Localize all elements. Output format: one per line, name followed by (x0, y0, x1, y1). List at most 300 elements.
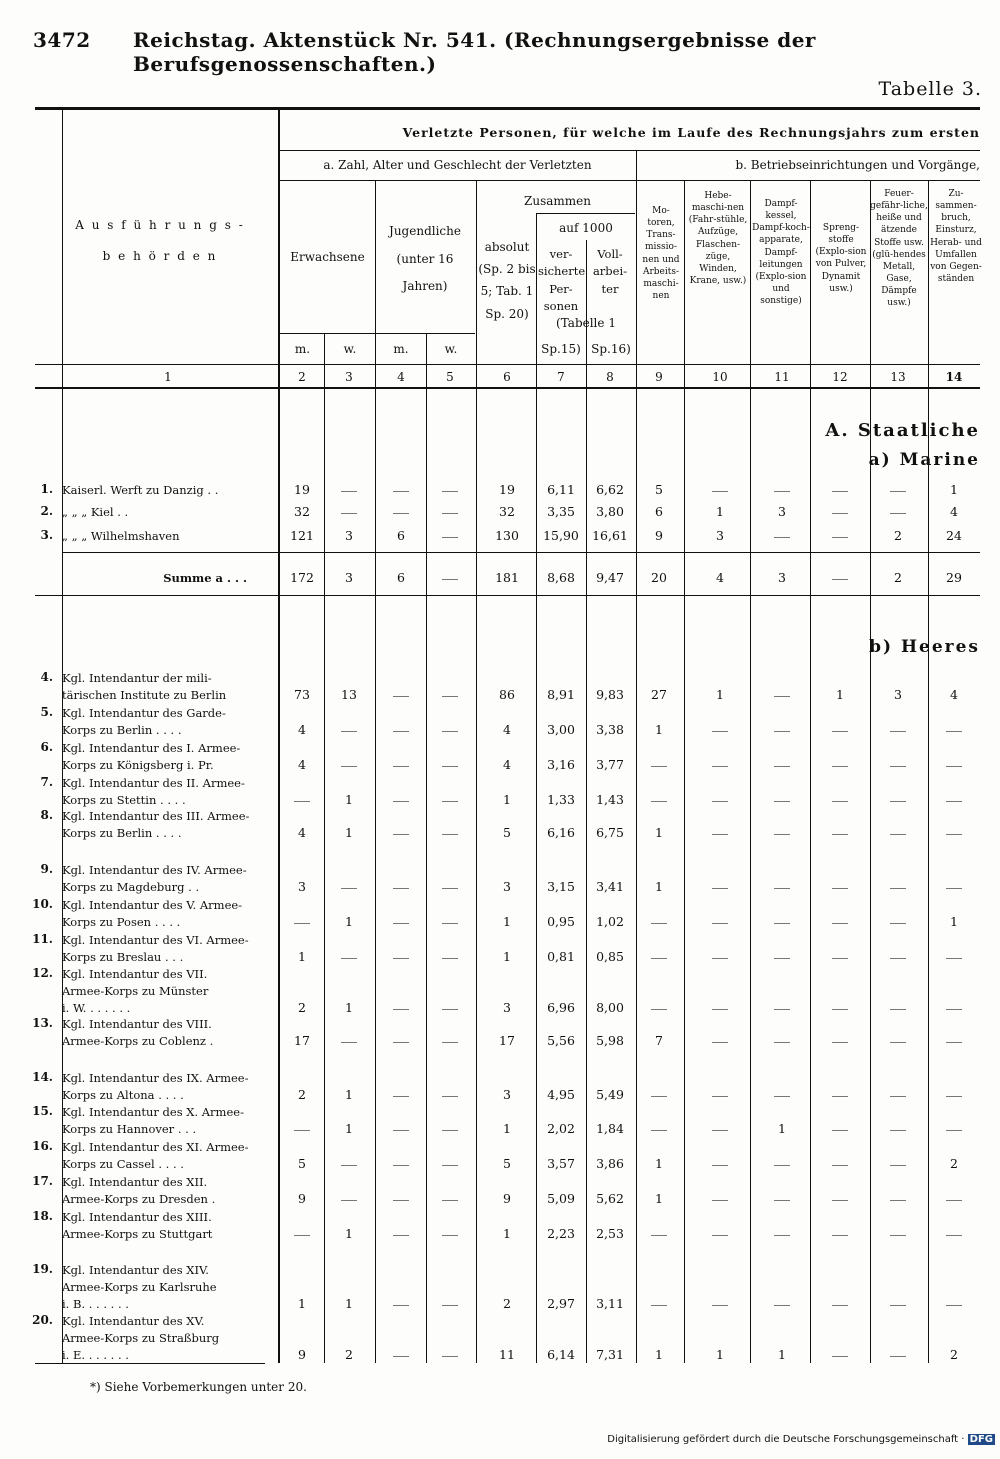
footnote: *) Siehe Vorbemerkungen unter 20. (90, 1380, 307, 1394)
value-cell: 3,86 (596, 1156, 624, 1171)
value-cell: 8,68 (547, 570, 575, 585)
empty-cell-dash (832, 1009, 848, 1010)
empty-cell-dash (393, 513, 409, 514)
empty-cell-dash (712, 491, 728, 492)
page-number: 3472 (33, 28, 91, 52)
empty-cell-dash (393, 834, 409, 835)
value-cell: 1 (950, 482, 958, 497)
authority-name-line: Armee-Korps zu Stuttgart (62, 1227, 213, 1241)
total-heading: Zusammen (524, 194, 591, 208)
value-cell: 6,14 (547, 1347, 575, 1362)
value-cell: 1 (503, 914, 511, 929)
section-a-heading: A. Staatliche (825, 420, 980, 441)
empty-cell-dash (341, 958, 357, 959)
col13-heading: Feuer-gefähr-liche, heiße und ätzende Stoffe usw. (glü-hendes Metall, Gase, Dämpfe usw.) (870, 189, 928, 309)
empty-cell-dash (712, 801, 728, 802)
empty-cell-dash (832, 888, 848, 889)
value-cell: 1 (778, 1347, 786, 1362)
empty-cell-dash (442, 1165, 458, 1166)
empty-cell-dash (393, 1096, 409, 1097)
value-cell: 1 (655, 825, 663, 840)
column-number: 14 (945, 370, 963, 384)
empty-cell-dash (442, 1096, 458, 1097)
adults-heading: Erwachsene (290, 250, 365, 264)
table1-ref: (Tabelle 1 (556, 316, 616, 330)
column-number: 12 (832, 370, 848, 384)
empty-cell-dash (890, 766, 906, 767)
value-cell: 5,62 (596, 1191, 624, 1206)
empty-cell-dash (946, 888, 962, 889)
column-number: 1 (164, 370, 172, 384)
sp16-ref: Sp.16) (591, 342, 631, 356)
empty-cell-dash (712, 834, 728, 835)
value-cell: 5 (298, 1156, 306, 1171)
value-cell: 1 (655, 879, 663, 894)
authority-name-line: „ „ „ Kiel . . (62, 505, 129, 519)
colnum-bottom-rule (35, 387, 980, 389)
value-cell: 1 (655, 722, 663, 737)
empty-cell-dash (890, 834, 906, 835)
value-cell: 2 (298, 1000, 306, 1015)
empty-cell-dash (946, 766, 962, 767)
authority-name-line: Korps zu Berlin . . . . (62, 723, 182, 737)
value-cell: 3,35 (547, 504, 575, 519)
authority-name-line: Armee-Korps zu Münster (62, 984, 209, 998)
value-cell: 4 (503, 722, 511, 737)
empty-cell-dash (832, 579, 848, 580)
authority-name-line: Kgl. Intendantur des VI. Armee- (62, 933, 249, 947)
value-cell: 6,75 (596, 825, 624, 840)
adults-rule (280, 333, 475, 334)
value-cell: 3 (345, 570, 353, 585)
column-number: 6 (503, 370, 511, 384)
column-divider (536, 213, 537, 1363)
column-number: 8 (606, 370, 614, 384)
value-cell: 19 (499, 482, 515, 497)
value-cell: 16,61 (592, 528, 628, 543)
empty-cell-dash (890, 731, 906, 732)
value-cell: 121 (290, 528, 314, 543)
value-cell: 1 (345, 792, 353, 807)
empty-cell-dash (832, 731, 848, 732)
authority-name-line: i. E. . . . . . . (62, 1348, 129, 1362)
empty-cell-dash (832, 513, 848, 514)
empty-cell-dash (442, 958, 458, 959)
row-number: 8. (40, 808, 53, 822)
column-number: 13 (890, 370, 906, 384)
authority-name (62, 740, 267, 774)
empty-cell-dash (651, 801, 667, 802)
value-cell: 3 (503, 1000, 511, 1015)
column-divider (810, 180, 811, 1363)
value-cell: 3 (345, 528, 353, 543)
authority-name (62, 1262, 267, 1313)
empty-cell-dash (946, 1009, 962, 1010)
row-number: 10. (32, 897, 53, 911)
authority-name-line: tärischen Institute zu Berlin (62, 688, 227, 702)
value-cell: 9,83 (596, 687, 624, 702)
authority-name-line: Kgl. Intendantur des XIII. (62, 1210, 212, 1224)
value-cell: 2 (950, 1347, 958, 1362)
authority-name (62, 1174, 267, 1208)
empty-cell-dash (651, 958, 667, 959)
empty-cell-dash (712, 1042, 728, 1043)
value-cell: 3 (298, 879, 306, 894)
authority-name-line: Kgl. Intendantur des II. Armee- (62, 776, 245, 790)
empty-cell-dash (774, 923, 790, 924)
empty-cell-dash (442, 888, 458, 889)
empty-cell-dash (832, 801, 848, 802)
empty-cell-dash (393, 731, 409, 732)
authority-name-line: Korps zu Altona . . . . (62, 1088, 184, 1102)
authority-heading: A u s f ü h r u n g s - b e h ö r d e n (75, 218, 245, 264)
empty-cell-dash (712, 1200, 728, 1201)
empty-cell-dash (712, 766, 728, 767)
value-cell: 4,95 (547, 1087, 575, 1102)
empty-cell-dash (294, 923, 310, 924)
empty-cell-dash (393, 888, 409, 889)
empty-cell-dash (393, 491, 409, 492)
empty-cell-dash (774, 1305, 790, 1306)
value-cell: 1 (345, 1296, 353, 1311)
per-1000-heading: auf 1000 (559, 221, 613, 235)
value-cell: 2 (503, 1296, 511, 1311)
row-number: 20. (32, 1313, 53, 1327)
value-cell: 3 (894, 687, 902, 702)
authority-name-line: Korps zu Hannover . . . (62, 1122, 197, 1136)
subgroup-rule (278, 180, 980, 181)
value-cell: 2,97 (547, 1296, 575, 1311)
value-cell: 15,90 (543, 528, 579, 543)
empty-cell-dash (774, 834, 790, 835)
empty-cell-dash (341, 491, 357, 492)
empty-cell-dash (890, 1042, 906, 1043)
empty-cell-dash (651, 1305, 667, 1306)
empty-cell-dash (890, 1009, 906, 1010)
sum-rule (62, 552, 980, 553)
fulltime-heading: Voll-arbei-ter (592, 247, 628, 296)
value-cell: 4 (716, 570, 724, 585)
value-cell: 1 (503, 949, 511, 964)
authority-name-line: Armee-Korps zu Dresden . (62, 1192, 216, 1206)
empty-cell-dash (442, 491, 458, 492)
row-number: 6. (40, 740, 53, 754)
column-divider (750, 180, 751, 1363)
authority-name-line: Kgl. Intendantur des III. Armee- (62, 809, 250, 823)
value-cell: 2,23 (547, 1226, 575, 1241)
empty-cell-dash (890, 1130, 906, 1131)
empty-cell-dash (712, 1305, 728, 1306)
row-number: 15. (32, 1104, 53, 1118)
value-cell: 1 (836, 687, 844, 702)
authority-name-line: Korps zu Breslau . . . (62, 950, 184, 964)
header-bottom-rule (35, 364, 980, 365)
authority-name (62, 1070, 267, 1104)
empty-cell-dash (832, 1042, 848, 1043)
value-cell: 1 (950, 914, 958, 929)
value-cell: 3,16 (547, 757, 575, 772)
empty-cell-dash (946, 958, 962, 959)
column-number: 11 (774, 370, 790, 384)
empty-cell-dash (393, 1356, 409, 1357)
col14-heading: Zu-sammen-bruch, Einsturz, Herab- und Umfallen von Gegen-ständen (930, 189, 982, 284)
value-cell: 1 (716, 1347, 724, 1362)
empty-cell-dash (946, 1042, 962, 1043)
empty-cell-dash (832, 1356, 848, 1357)
table-label: Tabelle 3. (878, 78, 982, 100)
column-divider (870, 180, 871, 1363)
empty-cell-dash (890, 958, 906, 959)
value-cell: 4 (298, 722, 306, 737)
column-number: 10 (712, 370, 728, 384)
empty-cell-dash (393, 766, 409, 767)
empty-cell-dash (774, 731, 790, 732)
empty-cell-dash (393, 1042, 409, 1043)
row-number: 13. (32, 1016, 53, 1030)
row-number: 3. (40, 528, 53, 542)
row-number: 9. (40, 862, 53, 876)
dfg-logo: DFG (969, 1434, 993, 1445)
empty-cell-dash (442, 766, 458, 767)
empty-cell-dash (774, 1200, 790, 1201)
value-cell: 172 (290, 570, 314, 585)
empty-cell-dash (712, 1009, 728, 1010)
value-cell: 130 (495, 528, 519, 543)
row-number: 1. (40, 482, 53, 496)
value-cell: 4 (298, 757, 306, 772)
column-divider (586, 240, 587, 1363)
authority-name (62, 504, 267, 521)
empty-cell-dash (442, 834, 458, 835)
value-cell: 1 (345, 1121, 353, 1136)
authority-name (62, 966, 267, 1017)
empty-cell-dash (946, 1130, 962, 1131)
value-cell: 9 (655, 528, 663, 543)
column-number: 3 (345, 370, 353, 384)
digitization-text: Digitalisierung gefördert durch die Deutsche Forschungsgemeinschaft (607, 1434, 959, 1445)
authority-name (62, 897, 267, 931)
empty-cell-dash (393, 696, 409, 697)
empty-cell-dash (651, 923, 667, 924)
authority-name-line: Summe a . . . (163, 571, 247, 585)
empty-cell-dash (832, 923, 848, 924)
column-divider (476, 180, 477, 1363)
value-cell: 8,91 (547, 687, 575, 702)
authority-name (62, 570, 267, 587)
value-cell: 4 (503, 757, 511, 772)
sum-bottom-rule (35, 595, 980, 596)
value-cell: 17 (294, 1033, 310, 1048)
empty-cell-dash (832, 1096, 848, 1097)
empty-cell-dash (832, 958, 848, 959)
empty-cell-dash (774, 1235, 790, 1236)
authority-name-line: Kgl. Intendantur des XV. (62, 1314, 205, 1328)
value-cell: 24 (946, 528, 962, 543)
col9-heading: Mo-toren, Trans-missio-nen und Arbeits-maschi-nen (642, 206, 680, 301)
empty-cell-dash (890, 888, 906, 889)
empty-cell-dash (341, 1165, 357, 1166)
empty-cell-dash (651, 1235, 667, 1236)
value-cell: 3,41 (596, 879, 624, 894)
empty-cell-dash (712, 1165, 728, 1166)
column-number: 4 (397, 370, 405, 384)
empty-cell-dash (393, 923, 409, 924)
authority-name-line: Armee-Korps zu Straßburg (62, 1331, 220, 1345)
juveniles-m: m. (393, 342, 409, 356)
empty-cell-dash (946, 1096, 962, 1097)
value-cell: 1 (345, 914, 353, 929)
empty-cell-dash (832, 537, 848, 538)
row-number: 2. (40, 504, 53, 518)
value-cell: 32 (294, 504, 310, 519)
value-cell: 1 (503, 1121, 511, 1136)
value-cell: 3,11 (596, 1296, 624, 1311)
value-cell: 3,77 (596, 757, 624, 772)
value-cell: 9 (298, 1191, 306, 1206)
empty-cell-dash (946, 731, 962, 732)
value-cell: 3 (503, 879, 511, 894)
value-cell: 5,09 (547, 1191, 575, 1206)
empty-cell-dash (341, 888, 357, 889)
table-top-rule (35, 107, 980, 110)
empty-cell-dash (774, 1096, 790, 1097)
authority-name-line: Korps zu Cassel . . . . (62, 1157, 184, 1171)
column-divider (426, 333, 427, 1363)
empty-cell-dash (890, 1305, 906, 1306)
empty-cell-dash (393, 1305, 409, 1306)
authority-name (62, 482, 267, 499)
sp15-ref: Sp.15) (541, 342, 581, 356)
empty-cell-dash (393, 1235, 409, 1236)
authority-name (62, 1209, 267, 1243)
juveniles-heading: Jugendliche (unter 16 Jahren) (389, 224, 461, 294)
empty-cell-dash (442, 1235, 458, 1236)
empty-cell-dash (341, 1200, 357, 1201)
authority-name-line: Kgl. Intendantur des I. Armee- (62, 741, 241, 755)
empty-cell-dash (442, 731, 458, 732)
value-cell: 1 (778, 1121, 786, 1136)
value-cell: 1 (345, 1087, 353, 1102)
empty-cell-dash (832, 1235, 848, 1236)
value-cell: 3,80 (596, 504, 624, 519)
authority-name-line: „ „ „ Wilhelmshaven (62, 529, 180, 543)
value-cell: 1 (298, 1296, 306, 1311)
value-cell: 0,85 (596, 949, 624, 964)
value-cell: 1 (298, 949, 306, 964)
empty-cell-dash (651, 1096, 667, 1097)
empty-cell-dash (442, 513, 458, 514)
empty-cell-dash (712, 923, 728, 924)
value-cell: 5 (503, 825, 511, 840)
value-cell: 17 (499, 1033, 515, 1048)
empty-cell-dash (651, 1130, 667, 1131)
value-cell: 3 (778, 504, 786, 519)
authority-name (62, 705, 267, 739)
value-cell: 181 (495, 570, 519, 585)
empty-cell-dash (341, 513, 357, 514)
authority-name-line: Kgl. Intendantur des V. Armee- (62, 898, 243, 912)
value-cell: 1 (345, 825, 353, 840)
value-cell: 20 (651, 570, 667, 585)
authority-name (62, 932, 267, 966)
empty-cell-dash (832, 1305, 848, 1306)
authority-name-line: i. B. . . . . . . (62, 1297, 129, 1311)
authority-name-line: Korps zu Magdeburg . . (62, 880, 200, 894)
empty-cell-dash (774, 1165, 790, 1166)
empty-cell-dash (393, 1165, 409, 1166)
value-cell: 0,95 (547, 914, 575, 929)
value-cell: 2 (894, 528, 902, 543)
digitization-note: Digitalisierung gefördert durch die Deutsche Forschungsgemeinschaft · DFG (607, 1434, 993, 1445)
value-cell: 1 (655, 1191, 663, 1206)
value-cell: 9,47 (596, 570, 624, 585)
empty-cell-dash (712, 1130, 728, 1131)
column-divider (636, 150, 637, 1363)
value-cell: 2,53 (596, 1226, 624, 1241)
empty-cell-dash (774, 537, 790, 538)
empty-cell-dash (946, 801, 962, 802)
empty-cell-dash (393, 801, 409, 802)
value-cell: 3,57 (547, 1156, 575, 1171)
authority-name-line: Kgl. Intendantur des X. Armee- (62, 1105, 244, 1119)
empty-cell-dash (774, 491, 790, 492)
empty-cell-dash (774, 1042, 790, 1043)
empty-cell-dash (442, 579, 458, 580)
value-cell: 2,02 (547, 1121, 575, 1136)
value-cell: 5 (503, 1156, 511, 1171)
value-cell: 27 (651, 687, 667, 702)
empty-cell-dash (712, 1096, 728, 1097)
value-cell: 1,02 (596, 914, 624, 929)
value-cell: 3,38 (596, 722, 624, 737)
column-divider (928, 180, 929, 1363)
value-cell: 6,11 (547, 482, 575, 497)
empty-cell-dash (946, 1305, 962, 1306)
authority-name (62, 528, 267, 545)
value-cell: 2 (894, 570, 902, 585)
group-a-heading: a. Zahl, Alter und Geschlecht der Verletzten (323, 158, 592, 172)
row-number: 19. (32, 1262, 53, 1276)
authority-name-line: Korps zu Stettin . . . . (62, 793, 186, 807)
section-army-heading: b) Heeres (869, 637, 980, 657)
authority-name (62, 670, 267, 704)
value-cell: 3,00 (547, 722, 575, 737)
empty-cell-dash (890, 1200, 906, 1201)
value-cell: 86 (499, 687, 515, 702)
empty-cell-dash (832, 1165, 848, 1166)
value-cell: 1 (655, 1347, 663, 1362)
empty-cell-dash (774, 766, 790, 767)
superheading-rule (278, 150, 980, 151)
col11-heading: Dampf-kessel, Dampf-koch-apparate, Dampf-leitungen (Explo-sion und sonstige) (752, 199, 810, 307)
authority-name-line: Korps zu Königsberg i. Pr. (62, 758, 214, 772)
row-number: 14. (32, 1070, 53, 1084)
row-number: 16. (32, 1139, 53, 1153)
empty-cell-dash (832, 834, 848, 835)
value-cell: 1 (503, 792, 511, 807)
column-divider (324, 333, 325, 1363)
empty-cell-dash (890, 491, 906, 492)
empty-cell-dash (442, 696, 458, 697)
value-cell: 32 (499, 504, 515, 519)
empty-cell-dash (341, 766, 357, 767)
authority-name-line: Armee-Korps zu Coblenz . (62, 1034, 214, 1048)
insured-heading: ver-sicherte Per-sonen (538, 247, 586, 313)
empty-cell-dash (832, 766, 848, 767)
value-cell: 2 (298, 1087, 306, 1102)
value-cell: 4 (950, 687, 958, 702)
empty-cell-dash (442, 1305, 458, 1306)
